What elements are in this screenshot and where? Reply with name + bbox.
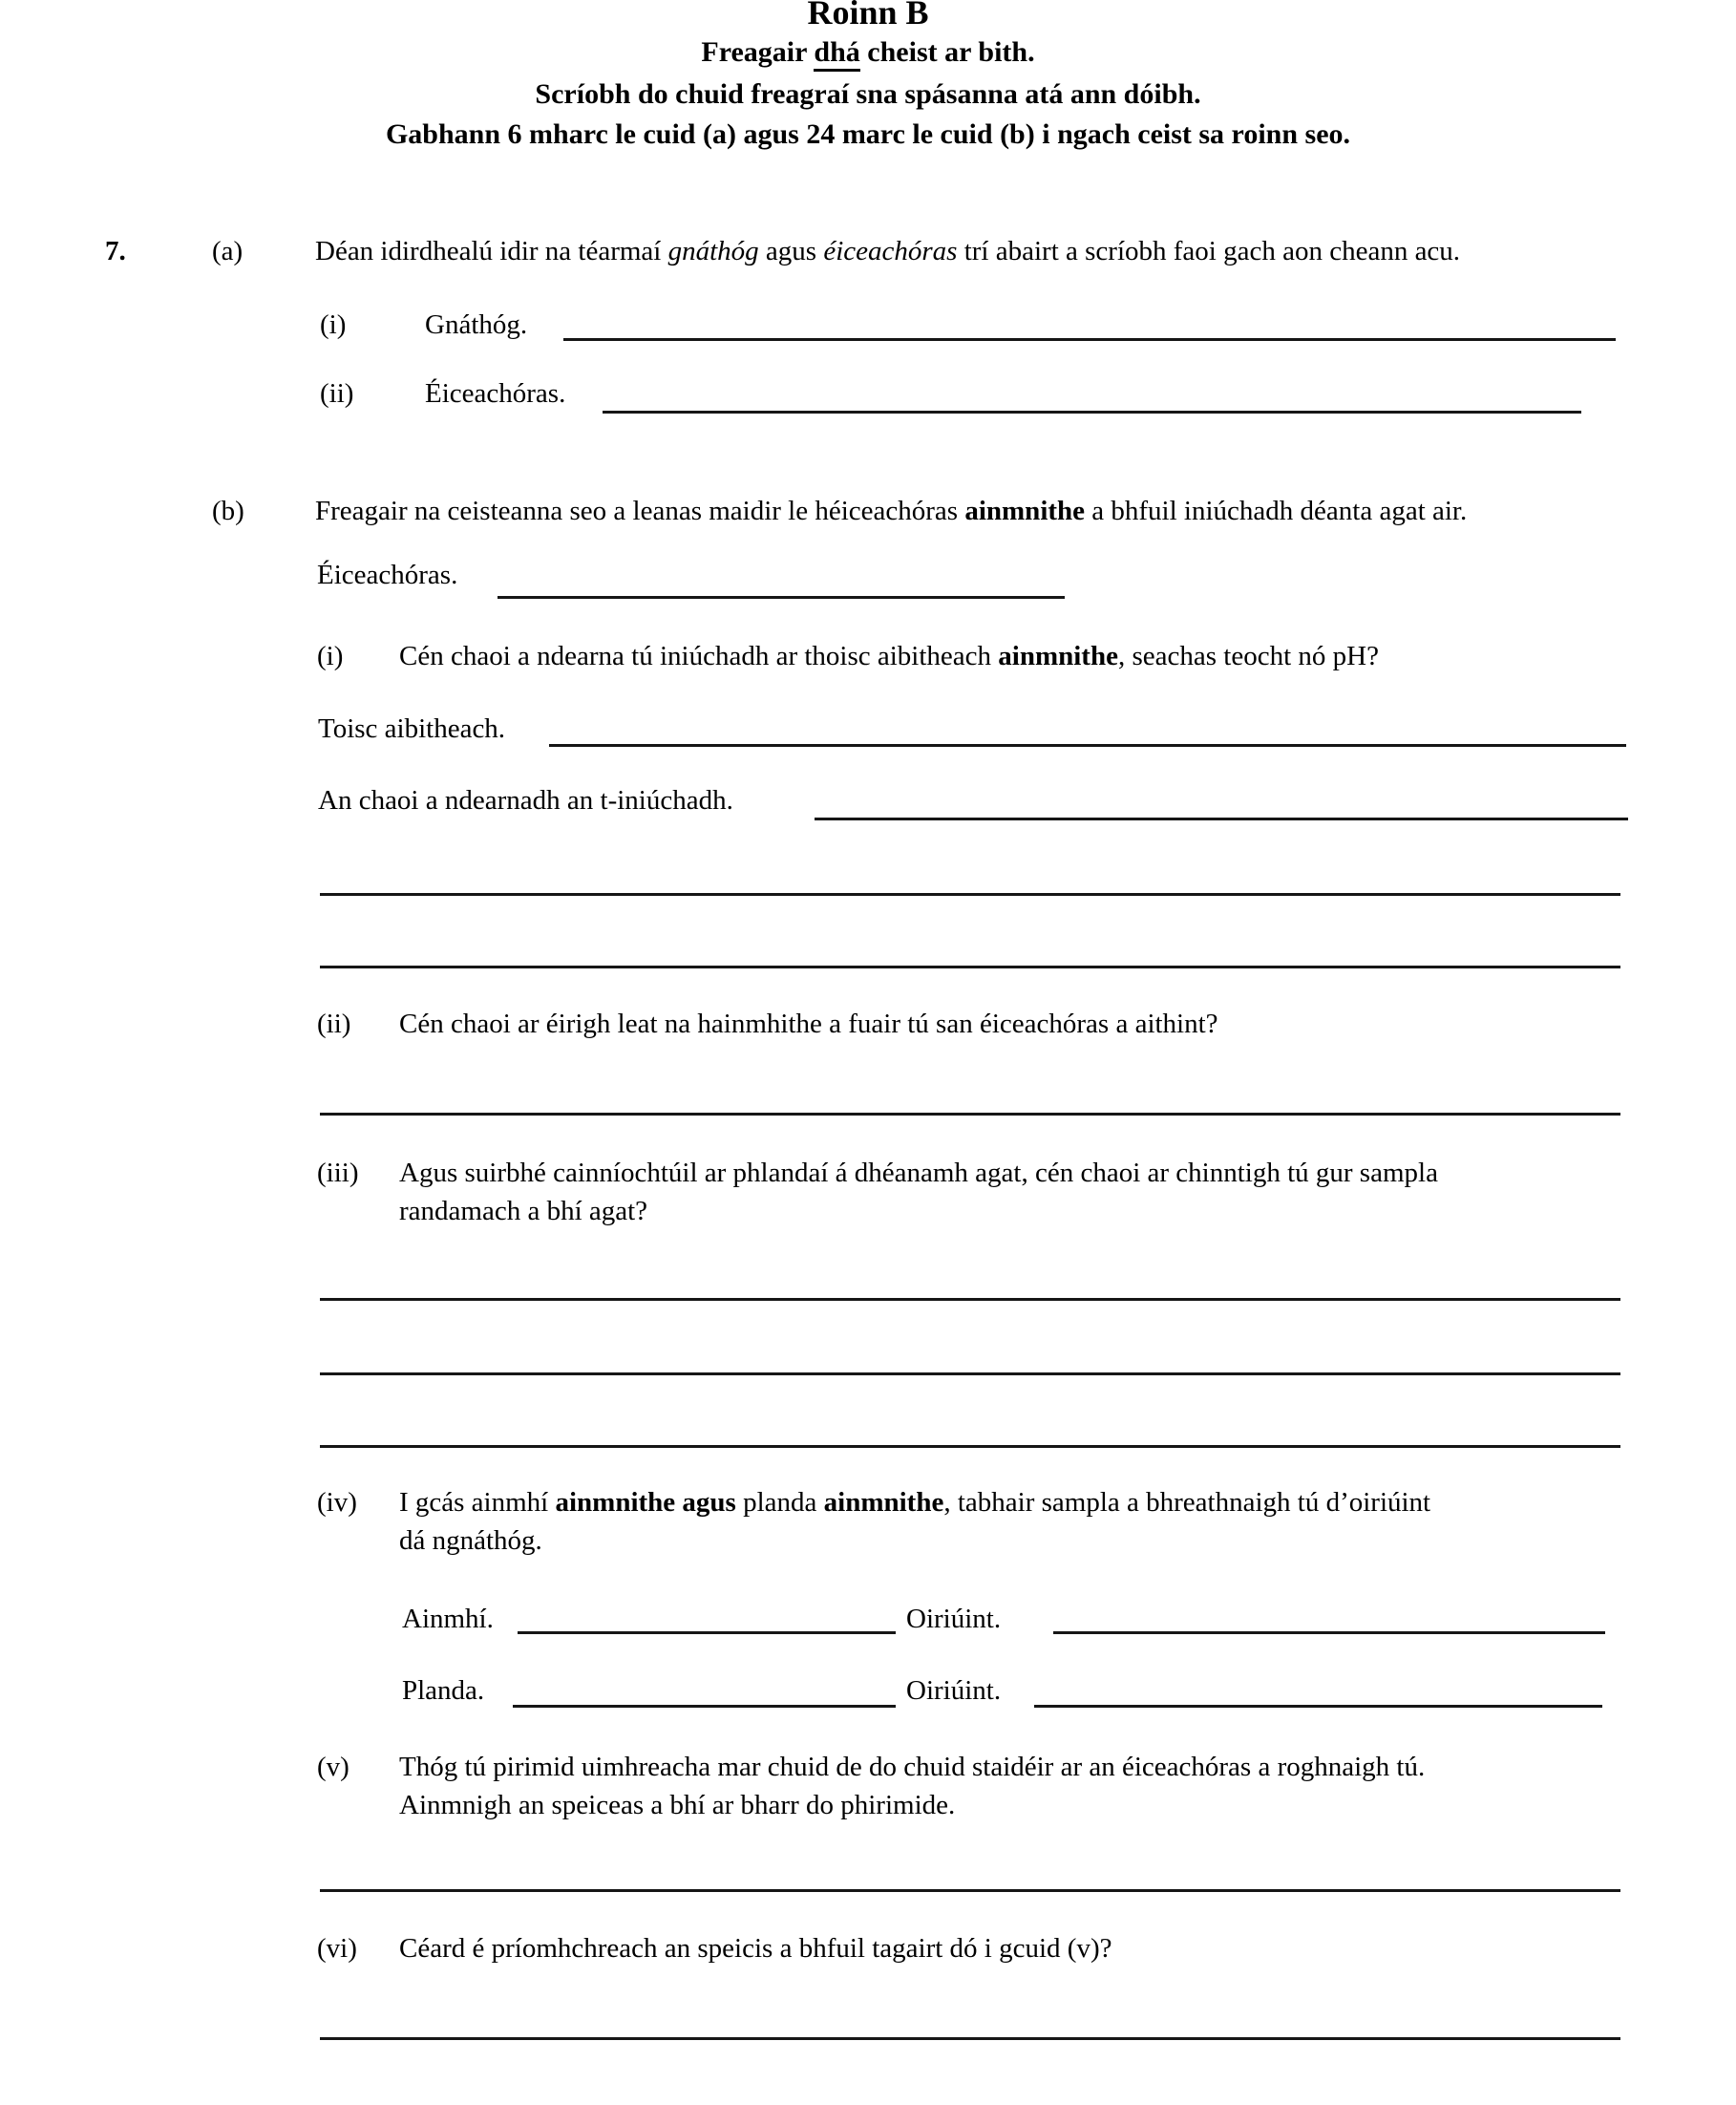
part-b-item-vi-label: (vi)	[317, 1933, 357, 1964]
part-b-ecosystem-prompt: Éiceachóras.	[317, 560, 458, 590]
part-b-item-iv-stem-line1	[399, 1483, 1430, 1521]
instruction-line-2: Scríobh do chuid freagraí sna spásanna atá ann dóibh.	[535, 78, 1201, 110]
part-a-item-i-prompt: Gnáthóg.	[425, 309, 528, 340]
part-b-item-iv-stem-bold2: ainmnithe	[823, 1487, 944, 1518]
part-b-item-iv-stem	[399, 1483, 1430, 1560]
part-b-item-iv-stem-seg2: planda	[735, 1487, 824, 1518]
instruction-line-3: Gabhann 6 mharc le cuid (a) agus 24 marc le cuid (b) i ngach ceist sa roinn seo.	[385, 118, 1351, 150]
answer-line	[320, 2037, 1620, 2040]
part-b-item-i-stem-seg1: Cén chaoi a ndearna tú iniúchadh ar thoisc aibitheach	[399, 641, 999, 671]
part-b-item-iv-stem-line2: dá ngnáthóg.	[399, 1525, 542, 1556]
part-a-stem-seg2: agus	[758, 236, 824, 266]
part-b-stem-seg2: a bhfuil iniúchadh déanta agat air.	[1085, 496, 1468, 526]
part-b-item-i-stem-bold1: ainmnithe	[998, 641, 1118, 671]
part-a-stem-seg1: Déan idirdhealú idir na téarmaí	[315, 236, 668, 266]
question-number: 7.	[105, 236, 126, 266]
part-a-stem	[315, 232, 1460, 270]
part-b-item-iv-stem-seg3: , tabhair sampla a bhreathnaigh tú d’oiriúint	[943, 1487, 1431, 1518]
answer-line	[513, 1705, 896, 1708]
answer-line	[498, 596, 1065, 599]
part-a-item-i-label: (i)	[320, 309, 347, 340]
plant-adaptation-prompt: Oiriúint.	[906, 1675, 1002, 1706]
part-a-stem-seg3: trí abairt a scríobh faoi gach aon cheann acu.	[957, 236, 1461, 266]
part-b-item-v-label: (v)	[317, 1752, 349, 1782]
part-b-item-iii-label: (iii)	[317, 1158, 359, 1188]
part-a-label: (a)	[212, 236, 243, 266]
part-b-item-iv-stem-seg1: I gcás ainmhí	[399, 1487, 556, 1518]
part-b-item-iv-stem-bold1: ainmnithe agus	[555, 1487, 736, 1518]
answer-line	[815, 818, 1628, 820]
answer-line	[518, 1631, 896, 1634]
part-a-stem-italic2: éiceachóras	[823, 236, 958, 266]
part-b-item-iii-stem-line2: randamach a bhí agat?	[399, 1196, 648, 1226]
part-b-item-iii-stem	[399, 1154, 1438, 1230]
part-b-item-vi-stem: Céard é príomhchreach an speicis a bhfuil tagairt dó i gcuid (v)?	[399, 1933, 1112, 1964]
instruction-1-post: cheist ar bith.	[859, 36, 1035, 68]
part-a-item-ii-prompt: Éiceachóras.	[425, 378, 566, 409]
animal-adaptation-prompt: Oiriúint.	[906, 1604, 1002, 1634]
plant-prompt: Planda.	[402, 1675, 485, 1706]
part-a-item-ii-label: (ii)	[320, 378, 354, 409]
part-b-label: (b)	[212, 496, 244, 526]
factor-prompt: Toisc aibitheach.	[318, 713, 506, 744]
part-b-item-v-stem	[399, 1748, 1425, 1824]
instruction-1-underlined-word: dhá	[814, 36, 859, 72]
part-b-item-ii-stem: Cén chaoi ar éirigh leat na hainmhithe a fuair tú san éiceachóras a aithint?	[399, 1009, 1218, 1039]
animal-prompt: Ainmhí.	[402, 1604, 494, 1634]
part-b-item-iii-stem-line1: Agus suirbhé cainníochtúil ar phlandaí á dhéanamh agat, cén chaoi ar chinntigh tú gur sampla	[399, 1158, 1438, 1188]
part-a-stem-italic1: gnáthóg	[667, 236, 759, 266]
answer-line	[1034, 1705, 1602, 1708]
answer-line	[320, 1372, 1620, 1375]
method-prompt: An chaoi a ndearnadh an t-iniúchadh.	[318, 785, 733, 816]
answer-line	[320, 1298, 1620, 1301]
answer-line	[549, 744, 1626, 747]
part-b-item-i-stem	[399, 637, 1379, 675]
answer-line	[320, 966, 1620, 968]
part-b-stem-bold1: ainmnithe	[964, 496, 1086, 526]
answer-line	[320, 1889, 1620, 1892]
answer-line	[563, 338, 1616, 341]
part-b-stem	[315, 492, 1467, 530]
part-b-item-iv-label: (iv)	[317, 1487, 357, 1518]
answer-line	[320, 893, 1620, 896]
instruction-line-1	[0, 34, 1736, 71]
answer-line	[320, 1113, 1620, 1116]
answer-line	[320, 1445, 1620, 1448]
part-b-item-v-stem-line1: Thóg tú pirimid uimhreacha mar chuid de do chuid staidéir ar an éiceachóras a roghnaigh tú.	[399, 1752, 1426, 1782]
part-b-stem-seg1: Freagair na ceisteanna seo a leanas maidir le héiceachóras	[315, 496, 965, 526]
section-title: Roinn B	[807, 0, 929, 32]
answer-line	[1053, 1631, 1605, 1634]
part-b-item-v-stem-line2: Ainmnigh an speiceas a bhí ar bharr do phirimide.	[399, 1790, 956, 1820]
instruction-1-pre: Freagair	[701, 36, 815, 68]
part-b-item-i-label: (i)	[317, 641, 344, 671]
part-b-item-ii-label: (ii)	[317, 1009, 351, 1039]
answer-line	[603, 411, 1581, 414]
part-b-item-i-stem-seg2: , seachas teocht nó pH?	[1117, 641, 1379, 671]
